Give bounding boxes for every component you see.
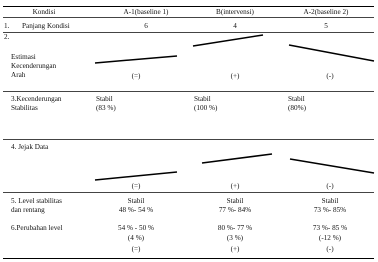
cell-stabilitas-a2-status: Stabil xyxy=(288,95,305,103)
cell-perubahan-a2-range: 73 %- 85 % xyxy=(312,224,348,232)
cell-estimasi-a1-symbol: (=) xyxy=(131,72,141,80)
cell-stabilitas-a1-percent: (83 %) xyxy=(96,104,116,112)
cell-stabilitas-a2-percent: (80%) xyxy=(288,104,306,112)
row-number: 2. xyxy=(4,33,10,41)
cell-perubahan-a1-change: (4 %) xyxy=(127,234,145,242)
cell-panjang-a1: 6 xyxy=(144,22,148,30)
cell-perubahan-a2-symbol: (-) xyxy=(326,245,334,253)
cell-panjang-a2: 5 xyxy=(324,22,328,30)
cell-perubahan-a1-range: 54 % - 50 % xyxy=(118,224,154,232)
cell-level-a1-status: Stabil xyxy=(127,197,145,205)
row-label-arah: Arah xyxy=(11,71,26,79)
header-intervensi: B(intervensi) xyxy=(216,8,254,16)
jejak-b-trend-icon xyxy=(202,154,272,163)
jejak-a2-trend-icon xyxy=(290,159,374,173)
header-baseline-2: A-2(baseline 2) xyxy=(303,8,349,16)
row-label-stabilitas: Stabilitas xyxy=(11,104,38,112)
row-label-estimasi: Estimasi xyxy=(11,53,36,61)
cell-jejak-a2-symbol: (-) xyxy=(326,182,334,190)
cell-perubahan-a2-change: (-12 %) xyxy=(318,234,342,242)
cell-perubahan-a1-symbol: (=) xyxy=(131,245,141,253)
cell-level-a2-range: 73 %- 85% xyxy=(313,206,347,214)
row-number: 1. xyxy=(4,22,10,30)
jejak-a1-trend-icon xyxy=(95,172,177,180)
cell-stabilitas-b-status: Stabil xyxy=(194,95,211,103)
row-label-level-stabilitas: 5. Level stabilitas xyxy=(11,197,62,205)
cell-jejak-a1-symbol: (=) xyxy=(131,182,141,190)
cell-perubahan-b-change: (3 %) xyxy=(226,234,244,242)
cell-level-b-range: 77 %- 84% xyxy=(218,206,252,214)
cell-level-b-status: Stabil xyxy=(226,197,244,205)
row-label-dan-rentang: dan rentang xyxy=(11,206,45,214)
row-label-panjang-kondisi: Panjang Kondisi xyxy=(22,22,70,30)
cell-stabilitas-a1-status: Stabil xyxy=(96,95,113,103)
row-label-jejak-data: 4. Jejak Data xyxy=(11,143,49,151)
header-baseline-1: A-1(baseline 1) xyxy=(123,8,169,16)
estimasi-a2-trend-icon xyxy=(289,45,374,61)
row-label-perubahan-level: 6.Perubahan level xyxy=(11,224,63,232)
cell-perubahan-b-range: 80 %- 77 % xyxy=(217,224,253,232)
cell-jejak-b-symbol: (+) xyxy=(230,182,240,190)
cell-stabilitas-b-percent: (100 %) xyxy=(194,104,218,112)
cell-level-a2-status: Stabil xyxy=(321,197,339,205)
cell-panjang-b: 4 xyxy=(233,22,237,30)
estimasi-a1-trend-icon xyxy=(95,56,177,63)
estimasi-b-trend-icon xyxy=(193,35,263,46)
row-label-kecenderungan: Kecenderungan xyxy=(11,62,57,70)
cell-estimasi-a2-symbol: (-) xyxy=(326,72,334,80)
row-label-kecenderungan-stabilitas: 3.Kecenderungan xyxy=(11,95,62,103)
header-kondisi: Kondisi xyxy=(32,8,56,16)
cell-perubahan-b-symbol: (+) xyxy=(230,245,240,253)
cell-estimasi-b-symbol: (+) xyxy=(230,72,240,80)
cell-level-a1-range: 48 %- 54 % xyxy=(118,206,154,214)
